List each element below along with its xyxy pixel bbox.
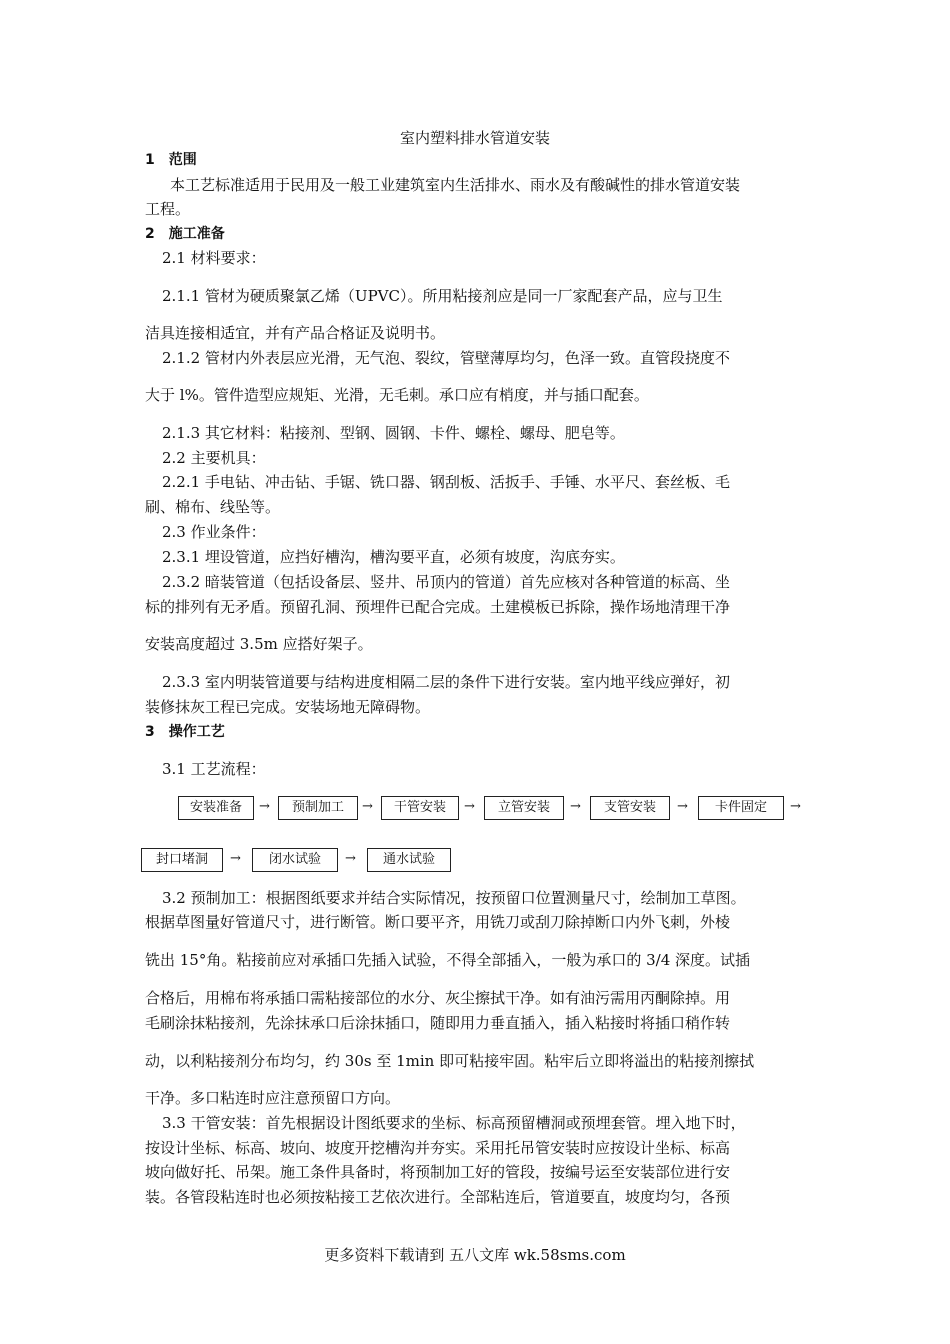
- section-1-heading: 1 范围: [145, 152, 197, 168]
- para-3-2-line: 毛刷涂抹粘接剂，先涂抹承口后涂抹插口，随即用力垂直插入，插入粘接时将插口稍作转: [145, 1014, 731, 1032]
- flow-arrow: →: [345, 851, 356, 866]
- para-3-3-line: 按设计坐标、标高、坡向、坡度开挖槽沟并夯实。采用托吊管安装时应按设计坐标、标高: [145, 1139, 731, 1157]
- para-3-2-line: 动，以利粘接剂分布均匀，约 30s 至 1min 即可粘接牢固。粘牢后立即将溢出的粘接剂擦拭: [145, 1052, 755, 1070]
- para-3-3-line: 3.3 干管安装：首先根据设计图纸要求的坐标、标高预留槽洞或预埋套管。埋入地下时，: [162, 1114, 746, 1132]
- para-2-1-1-line-2: 洁具连接相适宜，并有产品合格证及说明书。: [145, 324, 446, 342]
- para-3-2-line: 干净。多口粘连时应注意预留口方向。: [145, 1089, 401, 1107]
- para-3-2-line: 根据草图量好管道尺寸，进行断管。断口要平齐，用铣刀或刮刀除掉断口内外飞刺，外棱: [145, 913, 731, 931]
- para-3-2-line: 铣出 15°角。粘接前应对承插口先插入试验，不得全部插入，一般为承口的 3/4 深度。试插: [145, 951, 751, 969]
- flow-arrow: →: [570, 799, 581, 814]
- flow-arrow: →: [230, 851, 241, 866]
- para-2-1-2-line-1: 2.1.2 管材内外表层应光滑，无气泡、裂纹，管壁薄厚均匀，色泽一致。直管段挠度不: [162, 349, 730, 367]
- para-2-3-1: 2.3.1 埋设管道，应挡好槽沟，槽沟要平直，必须有坡度，沟底夯实。: [162, 548, 625, 566]
- para-3-1: 3.1 工艺流程：: [162, 760, 266, 778]
- flow-arrow: →: [677, 799, 688, 814]
- para-3-3-line: 坡向做好托、吊架。施工条件具备时，将预制加工好的管段，按编号运至安装部位进行安: [145, 1163, 731, 1181]
- flow-step-closed-water-test: 闭水试验: [252, 848, 338, 872]
- flow-step-branch: 支管安装: [590, 796, 670, 820]
- section-1-text-line-1: 本工艺标准适用于民用及一般工业建筑室内生活排水、雨水及有酸碱性的排水管道安装: [170, 176, 741, 194]
- footer-link-text: 更多资料下载请到 五八文库 wk.58sms.com: [324, 1246, 626, 1264]
- flow-step-clamp: 卡件固定: [698, 796, 784, 820]
- para-3-2-line: 3.2 预制加工：根据图纸要求并结合实际情况，按预留口位置测量尺寸，绘制加工草图。: [162, 889, 746, 907]
- para-2-3-2-line-1: 2.3.2 暗装管道（包括设备层、竖井、吊顶内的管道）首先应核对各种管道的标高、坐: [162, 573, 730, 591]
- para-2-1: 2.1 材料要求：: [162, 249, 266, 267]
- para-3-2-line: 合格后，用棉布将承插口需粘接部位的水分、灰尘擦拭干净。如有油污需用丙酮除掉。用: [145, 989, 731, 1007]
- flow-step-prepare: 安装准备: [178, 796, 254, 820]
- para-2-2-1-line-2: 刷、棉布、线坠等。: [145, 498, 281, 516]
- para-2-3-3-line-2: 装修抹灰工程已完成。安装场地无障碍物。: [145, 698, 431, 716]
- flow-arrow: →: [259, 799, 270, 814]
- para-2-1-2-line-2: 大于 l%。管件造型应规矩、光滑，无毛刺。承口应有梢度，并与插口配套。: [145, 386, 649, 404]
- flow-step-flow-test: 通水试验: [367, 848, 451, 872]
- flow-step-main-pipe: 干管安装: [381, 796, 459, 820]
- section-2-heading: 2 施工准备: [145, 226, 225, 242]
- flow-step-prefab: 预制加工: [278, 796, 358, 820]
- para-2-1-1-line-1: 2.1.1 管材为硬质聚氯乙烯（UPVC）。所用粘接剂应是同一厂家配套产品，应与卫生: [162, 287, 723, 305]
- flow-arrow: →: [362, 799, 373, 814]
- para-2-2: 2.2 主要机具：: [162, 449, 266, 467]
- flow-step-seal: 封口堵洞: [141, 848, 223, 872]
- para-2-2-1-line-1: 2.2.1 手电钻、冲击钻、手锯、铣口器、钢刮板、活扳手、手锤、水平尺、套丝板、毛: [162, 473, 730, 491]
- flow-step-riser: 立管安装: [484, 796, 564, 820]
- flow-arrow: →: [464, 799, 475, 814]
- page-title: 室内塑料排水管道安装: [399, 129, 550, 147]
- para-2-1-3: 2.1.3 其它材料：粘接剂、型钢、圆钢、卡件、螺栓、螺母、肥皂等。: [162, 424, 625, 442]
- para-2-3: 2.3 作业条件：: [162, 523, 266, 541]
- para-2-3-3-line-1: 2.3.3 室内明装管道要与结构进度相隔二层的条件下进行安装。室内地平线应弹好，初: [162, 673, 730, 691]
- para-2-3-2-line-2: 标的排列有无矛盾。预留孔洞、预埋件已配合完成。土建模板已拆除，操作场地清理干净: [145, 598, 731, 616]
- para-3-3-line: 装。各管段粘连时也必须按粘接工艺依次进行。全部粘连后，管道要直，坡度均匀，各预: [145, 1188, 731, 1206]
- section-3-heading: 3 操作工艺: [145, 724, 225, 740]
- section-1-text-line-2: 工程。: [145, 200, 191, 218]
- flow-arrow: →: [790, 799, 801, 814]
- para-2-3-2-line-3: 安装高度超过 3.5m 应搭好架子。: [145, 635, 373, 653]
